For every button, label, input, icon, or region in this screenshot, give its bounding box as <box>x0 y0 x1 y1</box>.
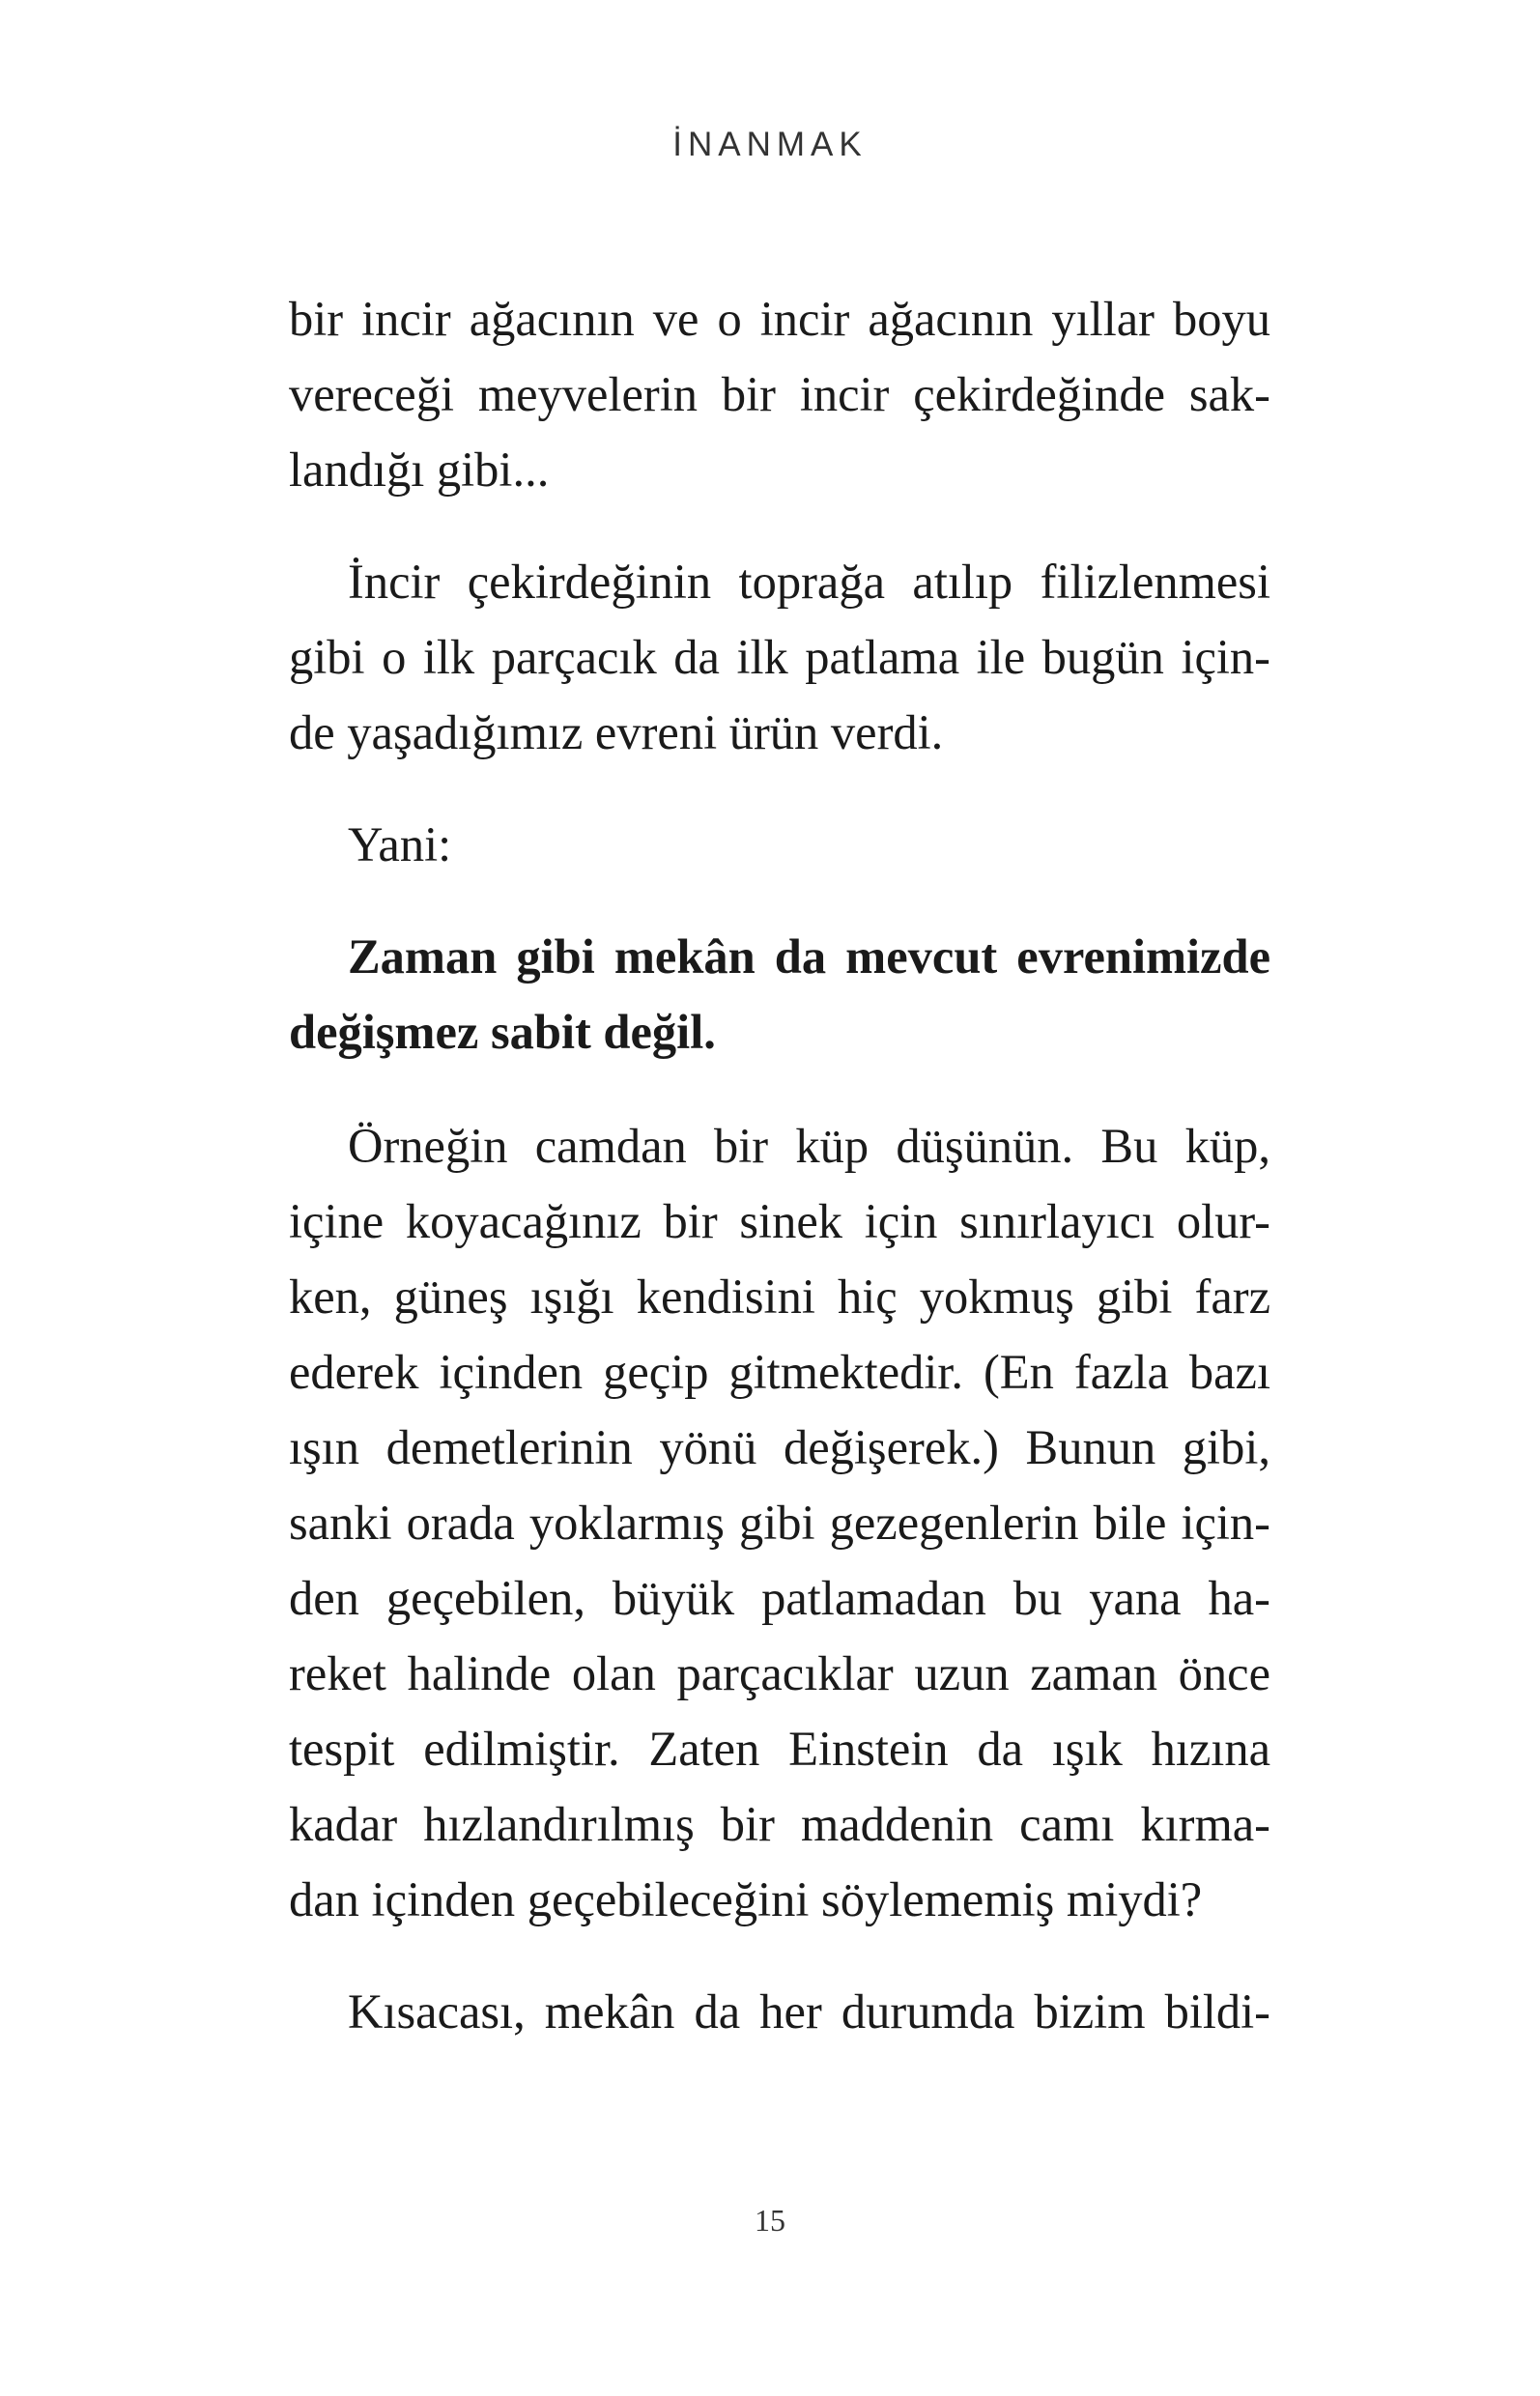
text-line: İncir çekirdeğinin toprağa atılıp filizlenmesi <box>348 555 1270 609</box>
text-line: Örneğin camdan bir küp düşünün. Bu küp, <box>348 1119 1270 1173</box>
text-line: içine koyacağınız bir sinek için sınırlayıcı olur- <box>289 1194 1270 1248</box>
text-line-bold: Zaman gibi mekân da mevcut evrenimizde <box>348 929 1270 984</box>
text-line: ken, güneş ışığı kendisini hiç yokmuş gibi farz <box>289 1269 1270 1324</box>
text-line: sanki orada yoklarmış gibi gezegenlerin bile için- <box>289 1496 1270 1550</box>
text-line-bold: değişmez sabit değil. <box>289 1005 716 1059</box>
text-line: ışın demetlerinin yönü değişerek.) Bunun gibi, <box>289 1420 1270 1474</box>
text-line: landığı gibi... <box>289 442 550 497</box>
page-number: 15 <box>755 2203 785 2238</box>
text-line: Kısacası, mekân da her durumda bizim bildi- <box>348 1984 1270 2039</box>
text-line: tespit edilmiştir. Zaten Einstein da ışık hızına <box>289 1722 1270 1776</box>
text-line: gibi o ilk parçacık da ilk patlama ile bugün için- <box>289 630 1270 684</box>
text-line: ederek içinden geçip gitmektedir. (En fazla bazı <box>289 1345 1270 1399</box>
text-line: Yani: <box>348 817 452 871</box>
text-line: reket halinde olan parçacıklar uzun zaman önce <box>289 1646 1270 1700</box>
text-line: den geçebilen, büyük patlamadan bu yana ha- <box>289 1571 1270 1625</box>
text-line: vereceği meyvelerin bir incir çekirdeğinde sak- <box>289 367 1270 421</box>
running-head: İNANMAK <box>672 126 868 163</box>
text-line: dan içinden geçebileceğini söylememiş miydi? <box>289 1872 1203 1926</box>
text-line: kadar hızlandırılmış bir maddenin camı kırma- <box>289 1797 1270 1851</box>
text-line: bir incir ağacının ve o incir ağacının yıllar boyu <box>289 292 1270 346</box>
text-line: de yaşadığımız evreni ürün verdi. <box>289 705 944 759</box>
